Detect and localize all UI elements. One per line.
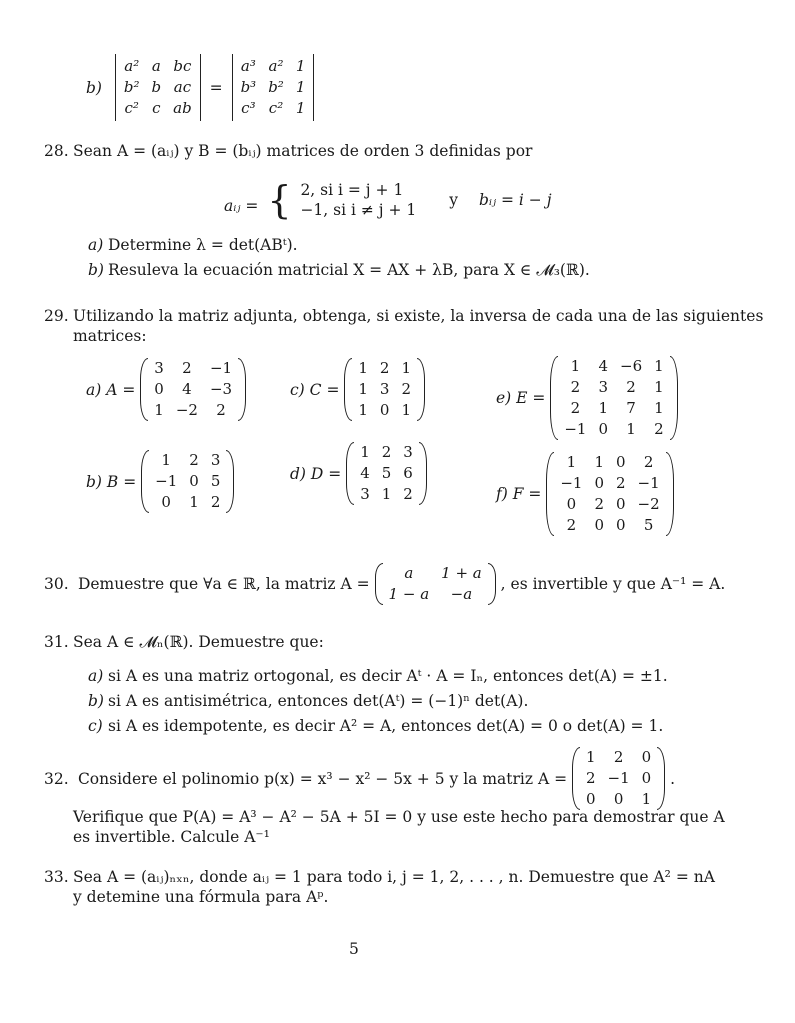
matrix-cell: 0 [379, 401, 390, 419]
ex33-number: 33. [44, 868, 69, 886]
matrix-row [235, 56, 312, 77]
matrix-cell: a² [268, 57, 284, 75]
matrix-cell: 1 [598, 399, 608, 417]
matrix-cell: 0 [616, 453, 626, 471]
ex28-case2: −1, si i ≠ j + 1 [300, 201, 417, 219]
ex31-b-label: b) [88, 692, 104, 710]
matrix-cell: 2 [626, 378, 636, 396]
ex29-a-label: a) A = [86, 380, 136, 399]
matrix-cell: 1 [295, 78, 306, 96]
matrix-cell: 3 [379, 380, 390, 398]
ex29-matrix-e [496, 356, 678, 440]
matrix-row [352, 400, 417, 421]
matrix-cell: 1 [295, 57, 306, 75]
ex29-c-label: c) C = [290, 380, 340, 399]
matrix-cell: 3 [210, 451, 221, 469]
matrix-row [580, 747, 657, 768]
matrix-row [149, 492, 226, 513]
matrix-cell: 0 [566, 495, 577, 513]
ex29-c-matrix [344, 358, 425, 421]
ex28-bij: bᵢⱼ = i − j [478, 191, 552, 209]
ex28-brace: { [267, 178, 292, 222]
matrix-cell: 1 [401, 359, 412, 377]
matrix-cell: 2 [189, 451, 199, 469]
ex31-a-text: si A es una matriz ortogonal, es decir Aᵗ · A = Iₙ, entonces det(A) = ±1. [108, 667, 668, 685]
matrix-cell: c [152, 99, 161, 117]
ex28-b-text: Resuleva la ecuación matricial X = AX + λB, para X ∈ 𝓜₃(ℝ). [108, 261, 590, 279]
matrix-cell: 2 [403, 485, 413, 503]
ex29-line2: matrices: [73, 327, 147, 345]
matrix-cell: 1 [295, 99, 306, 117]
matrix-cell: 2 [381, 443, 392, 461]
matrix-row [352, 358, 417, 379]
matrix-cell: ac [173, 78, 192, 96]
matrix-cell: −6 [620, 357, 643, 375]
matrix-cell: ab [173, 99, 192, 117]
ex31-c-text: si A es idempotente, es decir A² = A, entonces det(A) = 0 o det(A) = 1. [108, 717, 664, 735]
matrix-cell: 7 [626, 399, 636, 417]
matrix-cell: 0 [586, 790, 596, 808]
matrix-cell: 2 [586, 769, 596, 787]
matrix-cell: 0 [161, 493, 171, 511]
ex29-a-matrix [140, 358, 246, 421]
matrix-cell: 2 [566, 516, 577, 534]
ex27b-equals: = [209, 78, 223, 97]
matrix-cell: −1 [560, 474, 583, 492]
ex28-piecewise [224, 180, 552, 220]
matrix-cell: −1 [564, 420, 587, 438]
matrix-cell: 1 [654, 357, 664, 375]
matrix-cell: 2 [594, 495, 604, 513]
matrix-row [554, 452, 665, 473]
ex29-line1: Utilizando la matriz adjunta, obtenga, si existe, la inversa de cada una de las siguientes [73, 307, 764, 325]
matrix-cell: 0 [641, 769, 652, 787]
matrix-cell: 6 [403, 464, 413, 482]
ex32-matrix [572, 747, 665, 810]
matrix-row [383, 563, 488, 584]
matrix-row [235, 98, 312, 119]
matrix-cell: 0 [189, 472, 199, 490]
matrix-cell: −2 [637, 495, 660, 513]
matrix-cell: 1 [358, 380, 368, 398]
matrix-cell: 1 + a [441, 564, 482, 582]
matrix-cell: c³ [241, 99, 256, 117]
matrix-cell: a [404, 564, 414, 582]
matrix-row [235, 77, 312, 98]
ex29-matrix-f [496, 452, 674, 536]
ex29-f-label: f) F = [496, 485, 542, 503]
matrix-cell: 1 [189, 493, 199, 511]
matrix-cell: 1 [381, 485, 392, 503]
ex30 [44, 563, 725, 605]
matrix-cell: 2 [216, 401, 226, 419]
matrix-cell: 0 [616, 495, 626, 513]
matrix-cell: 2 [643, 453, 654, 471]
ex28-a-text: Determine λ = det(ABᵗ). [108, 236, 298, 254]
matrix-cell: 2 [182, 359, 192, 377]
ex29-b-matrix [141, 450, 234, 513]
matrix-cell: 2 [654, 420, 664, 438]
matrix-cell: 3 [154, 359, 164, 377]
ex31-number: 31. [44, 633, 69, 651]
matrix-cell: −1 [637, 474, 660, 492]
ex29-matrix-c [290, 358, 425, 421]
matrix-row [554, 494, 665, 515]
matrix-row [580, 768, 657, 789]
matrix-cell: 3 [598, 378, 608, 396]
matrix-cell: 1 [586, 748, 596, 766]
matrix-cell: 3 [360, 485, 370, 503]
matrix-cell: 1 [654, 378, 664, 396]
ex31-c-label: c) [88, 717, 103, 735]
ex29-e-label: e) E = [496, 389, 546, 407]
matrix-row [383, 584, 488, 605]
matrix-cell: 2 [613, 748, 624, 766]
ex32-number: 32. [44, 769, 69, 788]
matrix-cell: −1 [155, 472, 178, 490]
ex31-b-text: si A es antisimétrica, entonces det(Aᵗ) = (−1)ⁿ det(A). [108, 692, 529, 710]
ex32-line3: es invertible. Calcule A⁻¹ [73, 828, 270, 846]
matrix-cell: c² [268, 99, 284, 117]
ex29-e-matrix [550, 356, 677, 440]
ex32-line2: Verifique que P(A) = A³ − A² − 5A + 5I = 0 y use este hecho para demostrar que A [73, 808, 725, 826]
page-number: 5 [349, 940, 359, 958]
matrix-cell: 1 [358, 359, 368, 377]
ex28-y: y [449, 191, 458, 209]
ex29-d-matrix [346, 442, 427, 505]
matrix-cell: 2 [570, 399, 581, 417]
ex28-case1: 2, si i = j + 1 [300, 181, 404, 199]
ex28-aij: aᵢⱼ = [224, 197, 259, 215]
matrix-cell: 1 [360, 443, 370, 461]
ex28-a-label: a) [88, 236, 104, 254]
matrix-cell: bc [173, 57, 192, 75]
matrix-cell: 2 [616, 474, 626, 492]
matrix-cell: 4 [182, 380, 192, 398]
ex27b [86, 54, 314, 121]
matrix-row [554, 473, 665, 494]
matrix-cell: −a [450, 585, 473, 603]
matrix-cell: 4 [598, 357, 608, 375]
ex32 [44, 747, 675, 810]
matrix-row [149, 471, 226, 492]
matrix-cell: 3 [403, 443, 413, 461]
matrix-cell: 0 [598, 420, 608, 438]
matrix-cell: a³ [240, 57, 256, 75]
ex33-line1: Sea A = (aᵢⱼ)ₙₓₙ, donde aᵢⱼ = 1 para todo i, j = 1, 2, . . . , n. Demuestre que A² = nA [73, 868, 715, 886]
matrix-cell: 1 [161, 451, 171, 469]
matrix-cell: −1 [607, 769, 630, 787]
matrix-row [558, 398, 669, 419]
matrix-cell: 0 [641, 748, 652, 766]
matrix-cell: 1 [566, 453, 577, 471]
ex28-cases [300, 180, 416, 220]
matrix-row [149, 450, 226, 471]
matrix-cell: 5 [381, 464, 392, 482]
matrix-cell: 1 [626, 420, 636, 438]
matrix-cell: 0 [594, 474, 604, 492]
matrix-cell: 0 [594, 516, 604, 534]
ex29-number: 29. [44, 307, 69, 325]
matrix-row [148, 379, 238, 400]
matrix-cell: c² [124, 99, 139, 117]
ex32-post: . [670, 769, 676, 788]
matrix-cell: 1 [401, 401, 412, 419]
matrix-cell: 1 [154, 401, 164, 419]
ex33-line2: y detemine una fórmula para Aᵖ. [73, 888, 329, 906]
ex28-number: 28. [44, 142, 69, 160]
matrix-row [148, 358, 238, 379]
matrix-cell: 2 [210, 493, 221, 511]
ex30-matrix [375, 563, 496, 605]
matrix-cell: 1 − a [388, 585, 430, 603]
matrix-row [558, 419, 669, 440]
ex31-a-label: a) [88, 667, 104, 685]
matrix-cell: −1 [209, 359, 233, 377]
matrix-row [554, 515, 665, 536]
matrix-cell: b² [123, 78, 140, 96]
ex27b-right-determinant [232, 54, 315, 121]
ex29-matrix-b [86, 450, 234, 513]
matrix-cell: −2 [175, 401, 198, 419]
matrix-row [148, 400, 238, 421]
matrix-cell: 1 [570, 357, 581, 375]
matrix-cell: 5 [643, 516, 654, 534]
ex27b-label: b) [86, 78, 102, 97]
matrix-cell: 0 [154, 380, 164, 398]
ex27b-left-determinant [115, 54, 201, 121]
ex30-number: 30. [44, 575, 69, 593]
ex32-pre: Considere el polinomio p(x) = x³ − x² − 5x + 5 y la matriz A = [77, 769, 568, 788]
matrix-row [118, 98, 198, 119]
matrix-cell: 1 [654, 399, 664, 417]
matrix-row [354, 463, 419, 484]
ex29-f-matrix [546, 452, 673, 536]
matrix-cell: a [151, 57, 161, 75]
matrix-cell: b [151, 78, 162, 96]
matrix-cell: 0 [613, 790, 624, 808]
matrix-cell: a² [124, 57, 140, 75]
matrix-cell: 1 [594, 453, 604, 471]
matrix-cell: −3 [209, 380, 233, 398]
matrix-row [558, 356, 669, 377]
ex29-matrix-a [86, 358, 246, 421]
matrix-cell: 4 [360, 464, 370, 482]
ex28-text: Sean A = (aᵢⱼ) y B = (bᵢⱼ) matrices de orden 3 definidas por [73, 142, 533, 160]
matrix-cell: 2 [379, 359, 390, 377]
ex31-text: Sea A ∈ 𝓜ₙ(ℝ). Demuestre que: [73, 633, 324, 651]
matrix-cell: 5 [210, 472, 221, 490]
matrix-row [354, 484, 419, 505]
matrix-cell: b² [268, 78, 284, 96]
matrix-row [352, 379, 417, 400]
matrix-cell: 1 [641, 790, 652, 808]
matrix-cell: 1 [358, 401, 368, 419]
matrix-row [558, 377, 669, 398]
ex28-b-label: b) [88, 261, 104, 279]
matrix-cell: 0 [616, 516, 626, 534]
ex30-pre: Demuestre que ∀a ∈ ℝ, la matriz A = [77, 575, 370, 593]
matrix-cell: 2 [401, 380, 412, 398]
ex29-b-label: b) B = [86, 472, 137, 491]
ex29-matrix-d [290, 442, 427, 505]
ex29-d-label: d) D = [290, 464, 342, 483]
matrix-row [580, 789, 657, 810]
matrix-cell: b³ [240, 78, 257, 96]
matrix-cell: 2 [570, 378, 581, 396]
matrix-row [118, 56, 198, 77]
matrix-row [118, 77, 198, 98]
matrix-row [354, 442, 419, 463]
ex30-post: , es invertible y que A⁻¹ = A. [500, 575, 726, 593]
